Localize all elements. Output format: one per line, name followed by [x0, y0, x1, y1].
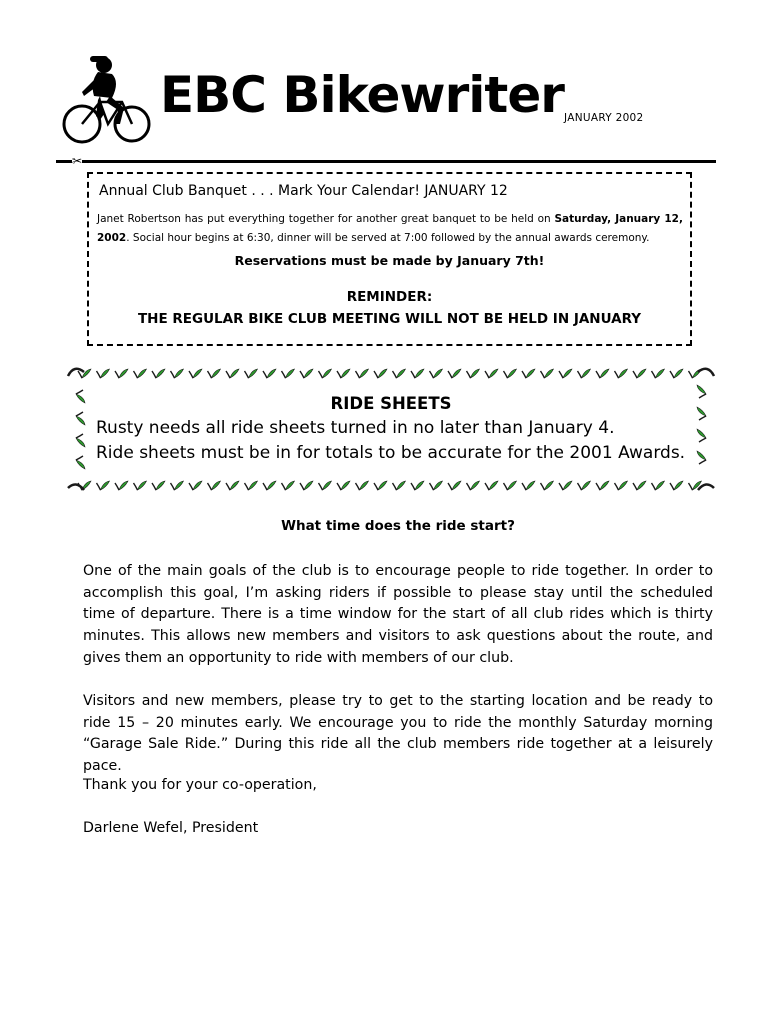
banquet-notice-box: [87, 172, 692, 346]
ivy-leaf: [337, 369, 350, 378]
header-rule: [56, 160, 716, 163]
ivy-leaf: [522, 369, 535, 378]
ivy-leaf: [208, 481, 221, 490]
banquet-body-text-end: . Social hour begins at 6:30, dinner will be served at 7:00 followed by the annual awards ceremony.: [126, 232, 650, 244]
ivy-leaf: [411, 369, 424, 378]
ivy-leaf: [670, 481, 683, 490]
ivy-leaf: [633, 481, 646, 490]
ivy-leaf: [697, 451, 706, 464]
ivy-leaf: [393, 369, 406, 378]
ivy-leaf: [134, 481, 147, 490]
ivy-leaf: [467, 481, 480, 490]
ivy-leaf: [615, 481, 628, 490]
ivy-leaf: [411, 481, 424, 490]
signature: Darlene Wefel, President: [83, 820, 259, 836]
ride-sheets-line-2: Ride sheets must be in for totals to be accurate for the 2001 Awards.: [96, 443, 686, 463]
ivy-leaf: [697, 429, 706, 442]
ivy-leaf: [134, 369, 147, 378]
ivy-leaf: [652, 481, 665, 490]
ivy-leaf: [226, 481, 239, 490]
reservations-deadline: Reservations must be made by January 7th!: [234, 253, 545, 268]
ivy-leaf: [615, 369, 628, 378]
cyclist-icon: [60, 52, 152, 152]
ivy-leaf: [189, 481, 202, 490]
ivy-leaf: [356, 369, 369, 378]
banquet-body: [97, 210, 683, 248]
vine-curl: [698, 484, 714, 490]
ivy-leaf: [245, 481, 258, 490]
ivy-leaf: [559, 481, 572, 490]
ivy-leaf: [282, 481, 295, 490]
ivy-leaf: [374, 481, 387, 490]
ivy-leaf: [670, 369, 683, 378]
ivy-leaf: [282, 369, 295, 378]
ivy-leaf: [578, 369, 591, 378]
ivy-leaf: [152, 481, 165, 490]
ivy-leaf: [115, 481, 128, 490]
ivy-leaf: [356, 481, 369, 490]
ivy-leaf: [263, 481, 276, 490]
reminder-text: THE REGULAR BIKE CLUB MEETING WILL NOT BE HELD IN JANUARY: [137, 311, 642, 327]
ivy-leaf: [171, 369, 184, 378]
banquet-heading: Annual Club Banquet . . . Mark Your Calendar! JANUARY 12: [99, 183, 508, 199]
ivy-leaf: [504, 369, 517, 378]
article-paragraph-1: One of the main goals of the club is to encourage people to ride together. In order to accomplish this goal, I’m asking riders if possible to please stay until the scheduled time of departure. There is a time window for the start of all club rides which is thirty minutes. This allows new members and visitors to ask questions about the route, and gives them an opportunity to ride with members of our club.: [83, 563, 713, 666]
ivy-leaf: [448, 369, 461, 378]
ivy-leaf: [263, 369, 276, 378]
ivy-leaf: [393, 481, 406, 490]
ivy-leaf: [374, 369, 387, 378]
ivy-leaf: [485, 481, 498, 490]
ivy-leaf: [97, 369, 110, 378]
ivy-leaf: [633, 369, 646, 378]
ivy-leaf: [652, 369, 665, 378]
ivy-leaf: [467, 369, 480, 378]
ivy-leaf: [541, 481, 554, 490]
vine-curl: [698, 369, 714, 376]
vine-curl: [68, 369, 84, 376]
ivy-leaf: [578, 481, 591, 490]
ivy-leaf: [189, 369, 202, 378]
ivy-leaf: [171, 481, 184, 490]
ivy-leaf: [596, 481, 609, 490]
ivy-leaf: [76, 434, 85, 447]
ivy-leaf: [76, 412, 85, 425]
ivy-leaf: [337, 481, 350, 490]
ivy-leaf: [541, 369, 554, 378]
ride-sheets-title: RIDE SHEETS: [330, 394, 452, 413]
ivy-leaf: [319, 481, 332, 490]
ivy-leaf: [448, 481, 461, 490]
banquet-date: Saturday, January 12, 2002: [97, 213, 683, 244]
closing-line: Thank you for your co-operation,: [83, 777, 317, 793]
scissors-icon: ✂: [72, 154, 83, 168]
ivy-leaf: [152, 369, 165, 378]
ivy-leaf: [300, 481, 313, 490]
ivy-leaf: [559, 369, 572, 378]
ivy-leaf: [430, 369, 443, 378]
ivy-leaf: [76, 456, 85, 469]
issue-date: JANUARY 2002: [564, 112, 644, 124]
article-heading: What time does the ride start?: [281, 518, 515, 534]
ivy-leaf: [430, 481, 443, 490]
ivy-leaf: [300, 369, 313, 378]
ivy-leaf: [522, 481, 535, 490]
ivy-leaf: [319, 369, 332, 378]
ivy-leaf: [485, 369, 498, 378]
newsletter-title: EBC Bikewriter: [160, 66, 564, 124]
ivy-leaf: [504, 481, 517, 490]
ivy-leaf: [596, 369, 609, 378]
ivy-leaf: [115, 369, 128, 378]
reminder-label: REMINDER:: [346, 289, 433, 305]
ride-sheets-line-1: Rusty needs all ride sheets turned in no later than January 4.: [96, 418, 615, 438]
banquet-body-text: Janet Robertson has put everything together for another great banquet to be held on: [97, 213, 555, 225]
ivy-leaf: [97, 481, 110, 490]
ivy-leaf: [208, 369, 221, 378]
article-paragraph-2: Visitors and new members, please try to get to the starting location and be ready to ride 15 – 20 minutes early. We encourage you to ride the monthly Saturday morning “Garage Sale Ride.” During this ride all the club members ride together at a leisurely pace.: [83, 693, 713, 775]
ride-sheets-box: [66, 362, 716, 496]
ivy-leaf: [226, 369, 239, 378]
ivy-leaf: [245, 369, 258, 378]
